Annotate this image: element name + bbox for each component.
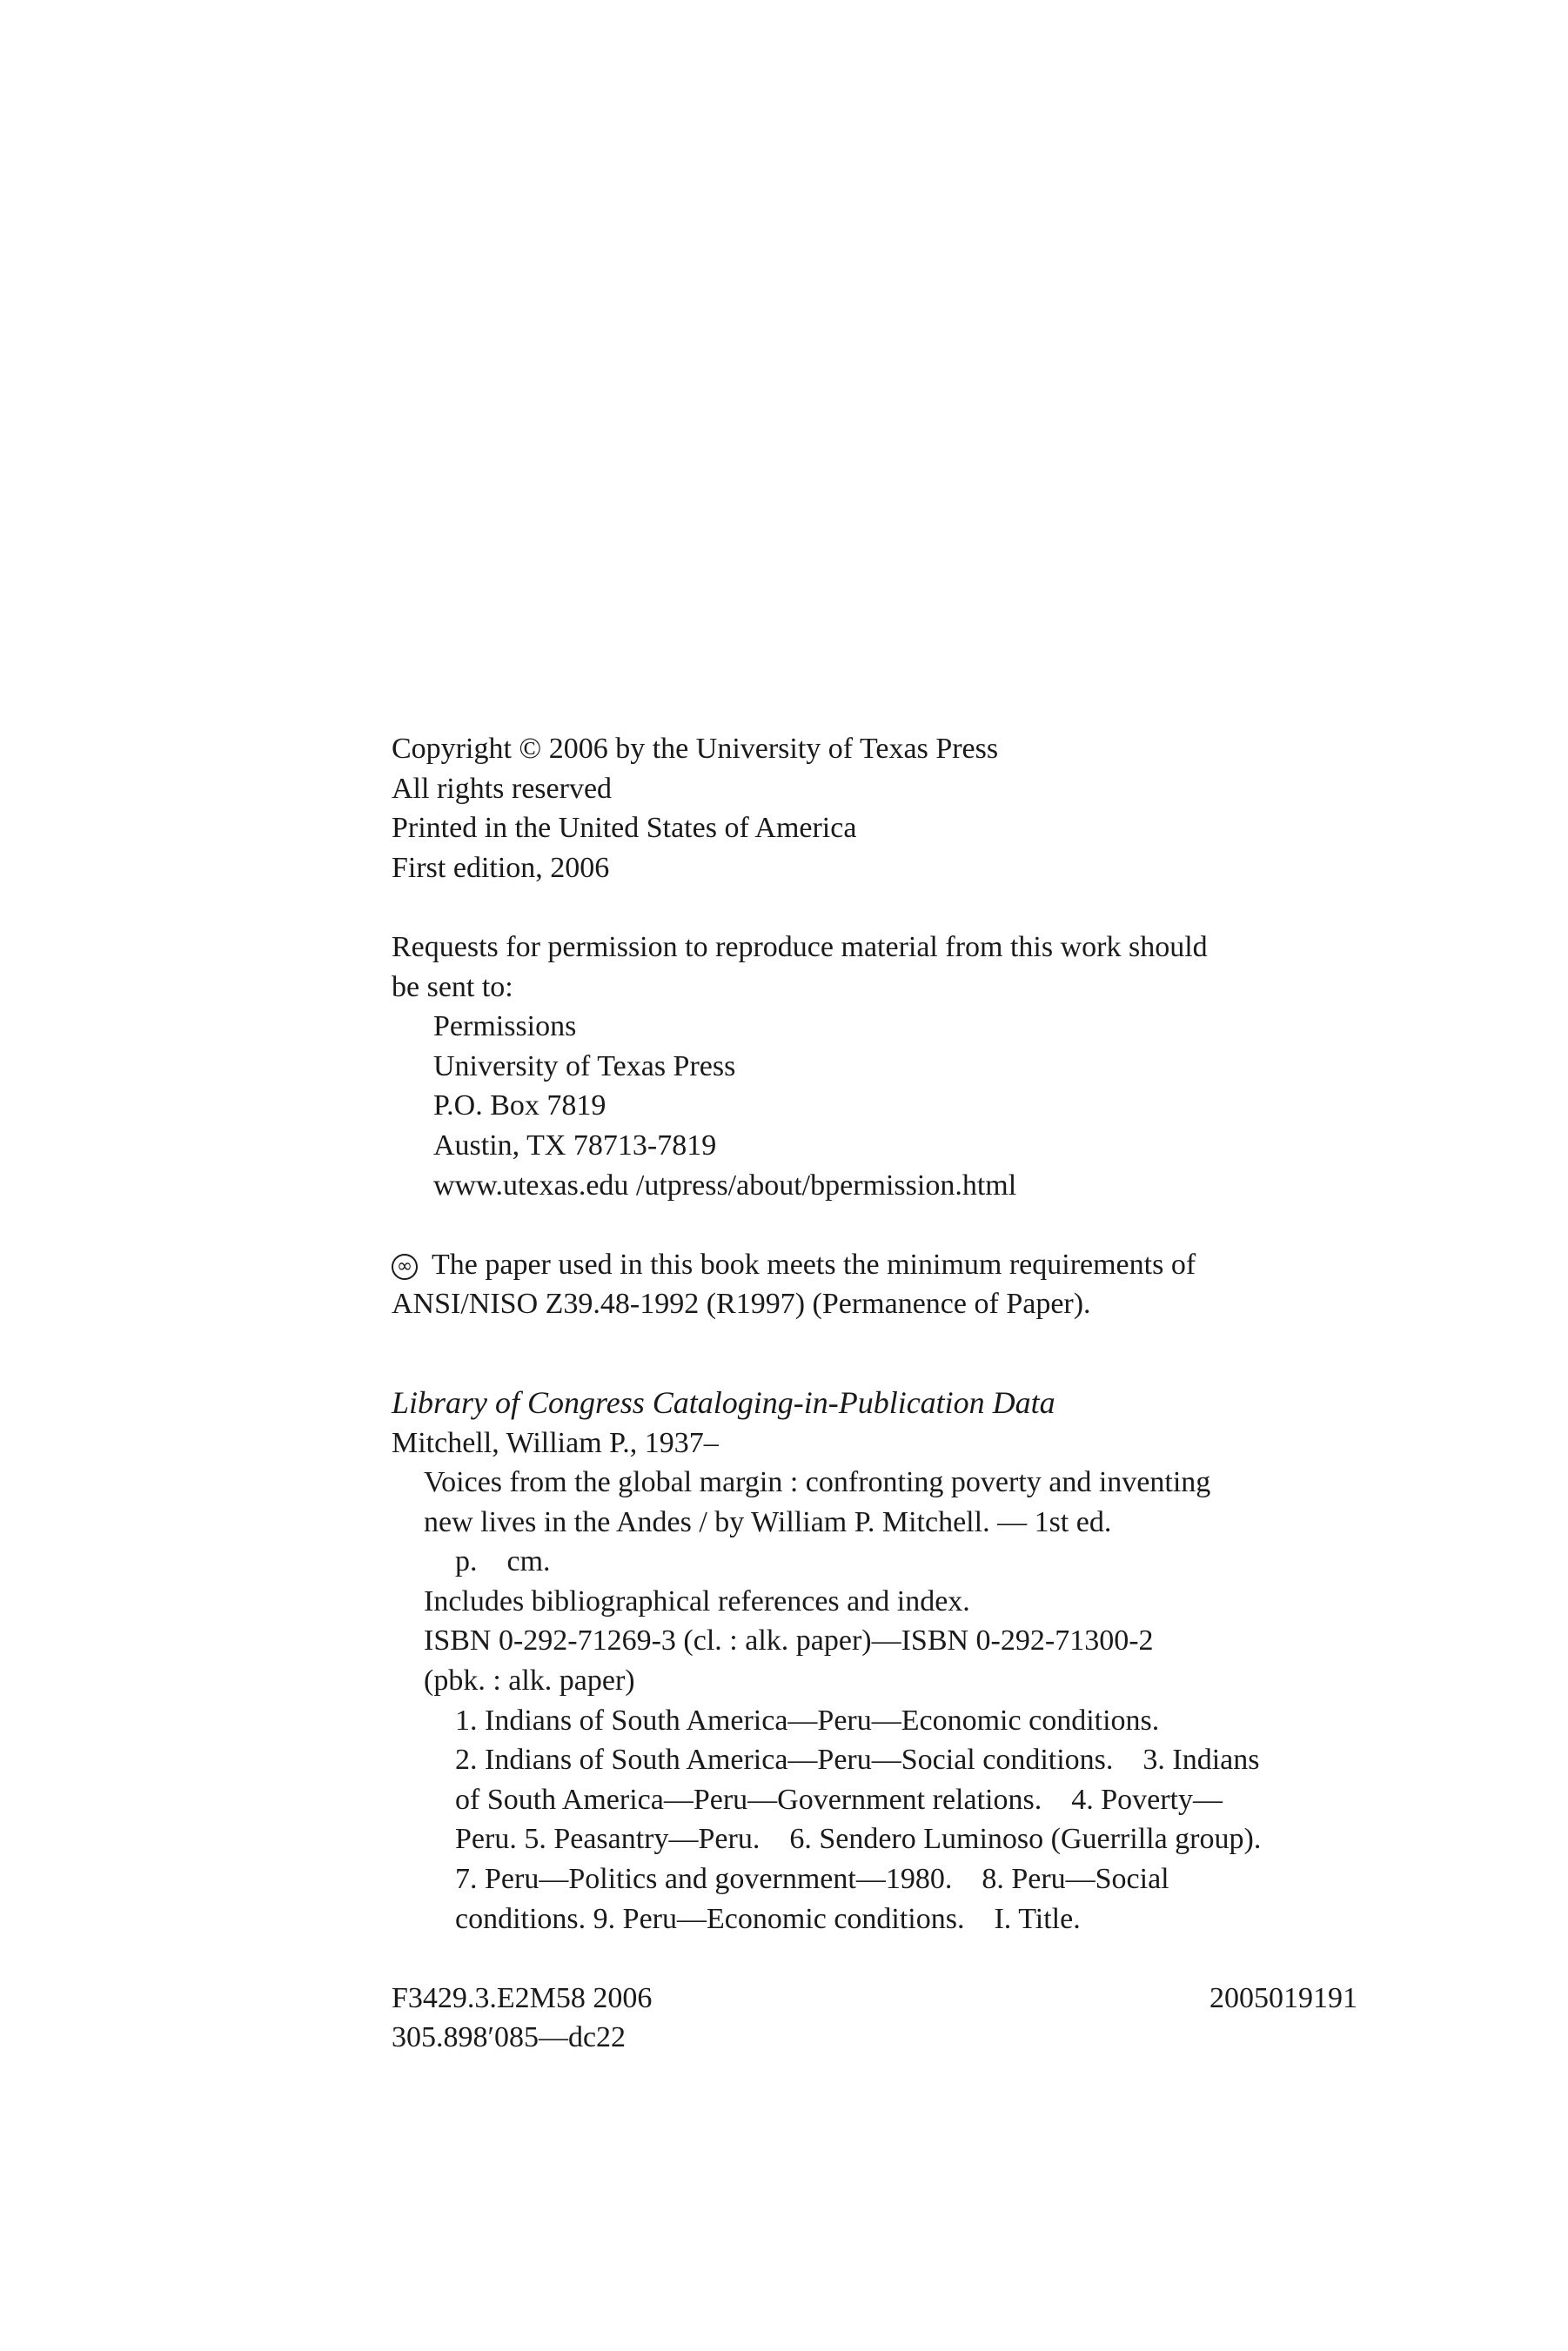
- copyright-block: [392, 729, 1357, 887]
- paper-notice-text: The paper used in this book meets the minimum requirements of: [432, 1248, 1196, 1281]
- edition-line: First edition, 2006: [392, 851, 610, 884]
- cip-dewey: 305.898′085—dc22: [392, 2021, 627, 2054]
- printed-line: Printed in the United States of America: [392, 812, 857, 845]
- rights-line: All rights reserved: [392, 772, 613, 805]
- cip-heading: Library of Congress Cataloging-in-Publication Data: [392, 1384, 1055, 1420]
- cip-author: Mitchell, William P., 1937–: [392, 1426, 719, 1459]
- cip-subject: of South America—Peru—Government relations. 4. Poverty—: [455, 1783, 1223, 1816]
- permissions-block: [392, 928, 1357, 1205]
- cip-classification-row: [392, 1979, 1357, 2019]
- permissions-intro: be sent to:: [392, 970, 513, 1003]
- permissions-intro: Requests for permission to reproduce material from this work should: [392, 930, 1208, 963]
- cip-note: Includes bibliographical references and index.: [424, 1584, 970, 1618]
- cip-lccn: 2005019191: [1210, 1981, 1357, 2014]
- cip-physical: p. cm.: [455, 1545, 551, 1578]
- spacer: [392, 1205, 1357, 1245]
- paper-notice: [392, 1245, 1357, 1324]
- cip-subject: 7. Peru—Politics and government—1980. 8. Peru—Social: [455, 1863, 1169, 1896]
- cip-subject: Peru. 5. Peasantry—Peru. 6. Sendero Luminoso (Guerrilla group).: [455, 1823, 1262, 1856]
- spacer: [392, 1324, 1357, 1383]
- cip-block: [392, 1383, 1357, 2058]
- cip-subject: 1. Indians of South America—Peru—Economic conditions.: [455, 1704, 1160, 1737]
- cip-title: new lives in the Andes / by William P. Mitchell. — 1st ed.: [424, 1505, 1112, 1538]
- cip-subject: conditions. 9. Peru—Economic conditions. I. Title.: [455, 1902, 1081, 1935]
- copyright-line: Copyright © 2006 by the University of Texas Press: [392, 733, 999, 765]
- address-line: University of Texas Press: [433, 1049, 736, 1082]
- cip-isbn: ISBN 0-292-71269-3 (cl. : alk. paper)—ISBN 0-292-71300-2: [424, 1624, 1154, 1658]
- copyright-page: [392, 729, 1357, 2058]
- permissions-url: www.utexas.edu /utpress/about/bpermission.html: [433, 1169, 1017, 1202]
- cip-isbn: (pbk. : alk. paper): [424, 1664, 635, 1698]
- address-line: Austin, TX 78713-7819: [433, 1129, 717, 1162]
- paper-notice-text: ANSI/NISO Z39.48-1992 (R1997) (Permanence of Paper).: [392, 1288, 1091, 1321]
- cip-call-number: F3429.3.E2M58 2006: [392, 1981, 653, 2014]
- cip-subject: 2. Indians of South America—Peru—Social conditions. 3. Indians: [455, 1744, 1260, 1777]
- spacer: [392, 887, 1357, 928]
- infinity-in-circle-icon: ∞: [392, 1254, 418, 1280]
- address-line: Permissions: [433, 1010, 577, 1043]
- spacer: [392, 1939, 1357, 1979]
- address-line: P.O. Box 7819: [433, 1089, 606, 1122]
- cip-title: Voices from the global margin : confronting poverty and inventing: [424, 1466, 1211, 1499]
